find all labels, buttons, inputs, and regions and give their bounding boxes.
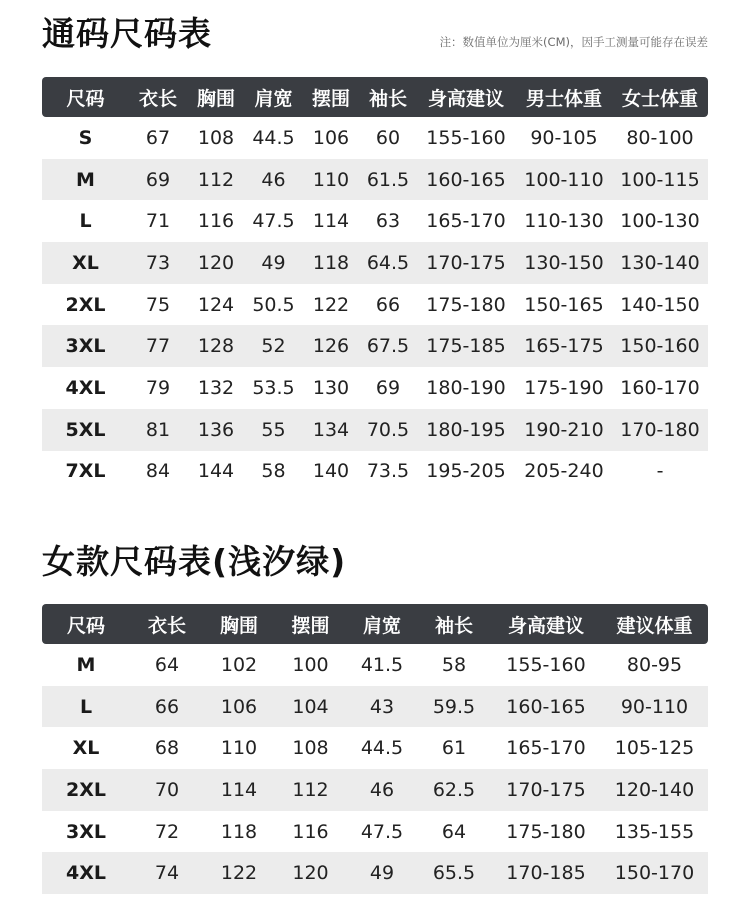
women-cell: 49 [347,852,417,894]
general-cell: 130-140 [612,242,708,284]
general-cell: 160-165 [416,159,516,201]
women-cell: 58 [441,653,467,676]
general-header-cell: 男士体重 [516,77,612,117]
general-cell: 130 [312,376,350,399]
general-cell: 144 [197,460,235,483]
table-row [42,200,708,242]
women-cell: 112 [274,769,347,811]
women-cell: 59.5 [417,686,491,728]
table-row [42,644,708,686]
general-table-header-row [42,77,708,117]
women-header-cell: 肩宽 [347,604,417,644]
women-cell: 41.5 [360,653,404,676]
general-cell: 110 [302,159,360,201]
general-header-cell: 摆围 [302,77,360,117]
general-header-cell: 衣长 [129,77,187,117]
general-header-cell: 尺码 [42,77,129,117]
general-cell: 155-160 [426,126,506,149]
general-cell: 75 [145,293,171,316]
general-cell: - [656,460,664,483]
women-cell: 64 [441,820,467,843]
general-cell: 195-205 [426,460,506,483]
general-cell: 90-105 [530,126,598,149]
table-row [42,852,708,894]
women-cell: 104 [274,686,347,728]
women-header-cell: 胸围 [204,604,274,644]
women-cell: 106 [204,686,274,728]
women-cell: 175-180 [506,820,586,843]
table-row [42,367,708,409]
general-size-label: 2XL [65,293,106,316]
table-row [42,451,708,493]
general-table-body [42,117,708,492]
women-cell: 100 [292,653,329,676]
women-cell: 65.5 [417,852,491,894]
women-cell: 108 [292,737,329,760]
general-header-cell: 袖长 [360,77,416,117]
women-cell: 135-155 [614,820,695,843]
women-cell: 114 [204,769,274,811]
general-size-label: XL [42,242,129,284]
women-header-cell: 建议体重 [601,604,708,644]
women-cell: 74 [130,852,204,894]
women-cell: 90-110 [601,686,708,728]
general-cell: 55 [245,409,302,451]
general-cell: 100-110 [516,159,612,201]
general-cell: 170-175 [416,242,516,284]
general-cell: 165-175 [516,325,612,367]
women-cell: 47.5 [360,820,404,843]
general-cell: 46 [245,159,302,201]
general-cell: 63 [375,210,401,233]
general-size-label: M [42,159,129,201]
women-cell: 118 [220,820,258,843]
general-cell: 118 [302,242,360,284]
general-size-label: 3XL [42,325,129,367]
general-cell: 81 [129,409,187,451]
general-cell: 116 [197,210,235,233]
general-header-cell: 身高建议 [416,77,516,117]
women-cell: 72 [154,820,180,843]
table-row [42,727,708,769]
general-cell: 100-115 [612,159,708,201]
general-cell: 136 [187,409,245,451]
general-header-cell: 女士体重 [612,77,708,117]
table-row [42,159,708,201]
general-size-chart-title: 通码尺码表 [42,14,212,53]
general-cell: 67.5 [360,325,416,367]
general-cell: 130-150 [516,242,612,284]
women-cell: 68 [154,737,180,760]
general-cell: 122 [312,293,350,316]
general-cell: 52 [245,325,302,367]
women-cell: 66 [130,686,204,728]
general-cell: 114 [312,210,350,233]
women-cell: 46 [347,769,417,811]
general-header-cell: 胸围 [187,77,245,117]
general-cell: 126 [302,325,360,367]
general-cell: 80-100 [626,126,694,149]
general-cell: 69 [375,376,401,399]
table-row [42,284,708,326]
general-cell: 175-190 [524,376,604,399]
women-size-label: M [76,653,96,676]
general-cell: 120 [187,242,245,284]
general-cell: 106 [312,126,350,149]
women-size-label: XL [72,737,100,760]
women-cell: 116 [292,820,329,843]
women-cell: 120 [274,852,347,894]
women-cell: 165-170 [506,737,586,760]
general-cell: 110-130 [524,210,604,233]
table-row [42,117,708,159]
women-cell: 64 [154,653,180,676]
women-size-chart-title: 女款尺码表(浅汐绿) [42,542,347,581]
general-cell: 128 [187,325,245,367]
general-cell: 49 [245,242,302,284]
women-cell: 122 [204,852,274,894]
women-table-body [42,644,708,894]
general-cell: 73.5 [366,460,410,483]
women-cell: 120-140 [601,769,708,811]
general-cell: 134 [302,409,360,451]
general-cell: 175-180 [426,293,506,316]
general-cell: 58 [261,460,286,483]
women-cell: 110 [220,737,258,760]
women-cell: 62.5 [417,769,491,811]
general-cell: 180-190 [426,376,506,399]
women-header-cell: 袖长 [417,604,491,644]
general-cell: 205-240 [524,460,604,483]
women-cell: 70 [130,769,204,811]
general-cell: 60 [375,126,401,149]
general-cell: 112 [187,159,245,201]
women-header-cell: 摆围 [274,604,347,644]
women-header-cell: 尺码 [42,604,130,644]
general-size-label: 7XL [65,460,106,483]
women-cell: 160-165 [491,686,601,728]
general-cell: 175-185 [416,325,516,367]
women-cell: 170-175 [491,769,601,811]
general-cell: 165-170 [426,210,506,233]
general-cell: 132 [197,376,235,399]
general-size-table [42,77,708,492]
general-cell: 71 [145,210,171,233]
general-size-label: S [78,126,93,149]
general-header-cell: 肩宽 [245,77,302,117]
general-cell: 190-210 [516,409,612,451]
table-row [42,242,708,284]
women-size-table [42,604,708,894]
women-cell: 155-160 [506,653,586,676]
women-cell: 170-185 [491,852,601,894]
measurement-note: 注：数值单位为厘米(CM)，因手工测量可能存在误差 [439,35,708,49]
general-cell: 61.5 [360,159,416,201]
general-cell: 50.5 [252,293,295,316]
general-cell: 84 [145,460,171,483]
general-cell: 79 [145,376,171,399]
general-size-label: 5XL [42,409,129,451]
general-cell: 108 [197,126,235,149]
general-cell: 170-180 [612,409,708,451]
table-row [42,686,708,728]
general-cell: 140 [312,460,350,483]
table-row [42,811,708,853]
general-cell: 100-130 [620,210,700,233]
women-size-label: L [42,686,130,728]
general-cell: 150-160 [612,325,708,367]
general-cell: 69 [129,159,187,201]
general-cell: 77 [129,325,187,367]
women-cell: 61 [441,737,467,760]
table-row [42,409,708,451]
table-row [42,769,708,811]
women-table-header-row [42,604,708,644]
women-cell: 43 [347,686,417,728]
women-cell: 80-95 [626,653,683,676]
general-cell: 70.5 [360,409,416,451]
general-size-label: L [79,210,92,233]
general-cell: 53.5 [252,376,295,399]
general-size-label: 4XL [65,376,106,399]
general-cell: 73 [129,242,187,284]
general-cell: 140-150 [620,293,700,316]
general-cell: 64.5 [360,242,416,284]
general-cell: 47.5 [252,210,295,233]
women-size-label: 2XL [42,769,130,811]
women-cell: 150-170 [601,852,708,894]
general-cell: 44.5 [252,126,295,149]
table-row [42,325,708,367]
general-cell: 124 [197,293,235,316]
general-cell: 66 [375,293,401,316]
women-cell: 102 [220,653,258,676]
women-cell: 105-125 [614,737,695,760]
women-cell: 44.5 [360,737,404,760]
general-cell: 150-165 [524,293,604,316]
general-cell: 180-195 [416,409,516,451]
women-header-cell: 身高建议 [491,604,601,644]
women-header-cell: 衣长 [130,604,204,644]
general-cell: 67 [145,126,171,149]
women-size-label: 3XL [66,820,106,843]
general-cell: 160-170 [620,376,700,399]
women-size-label: 4XL [42,852,130,894]
